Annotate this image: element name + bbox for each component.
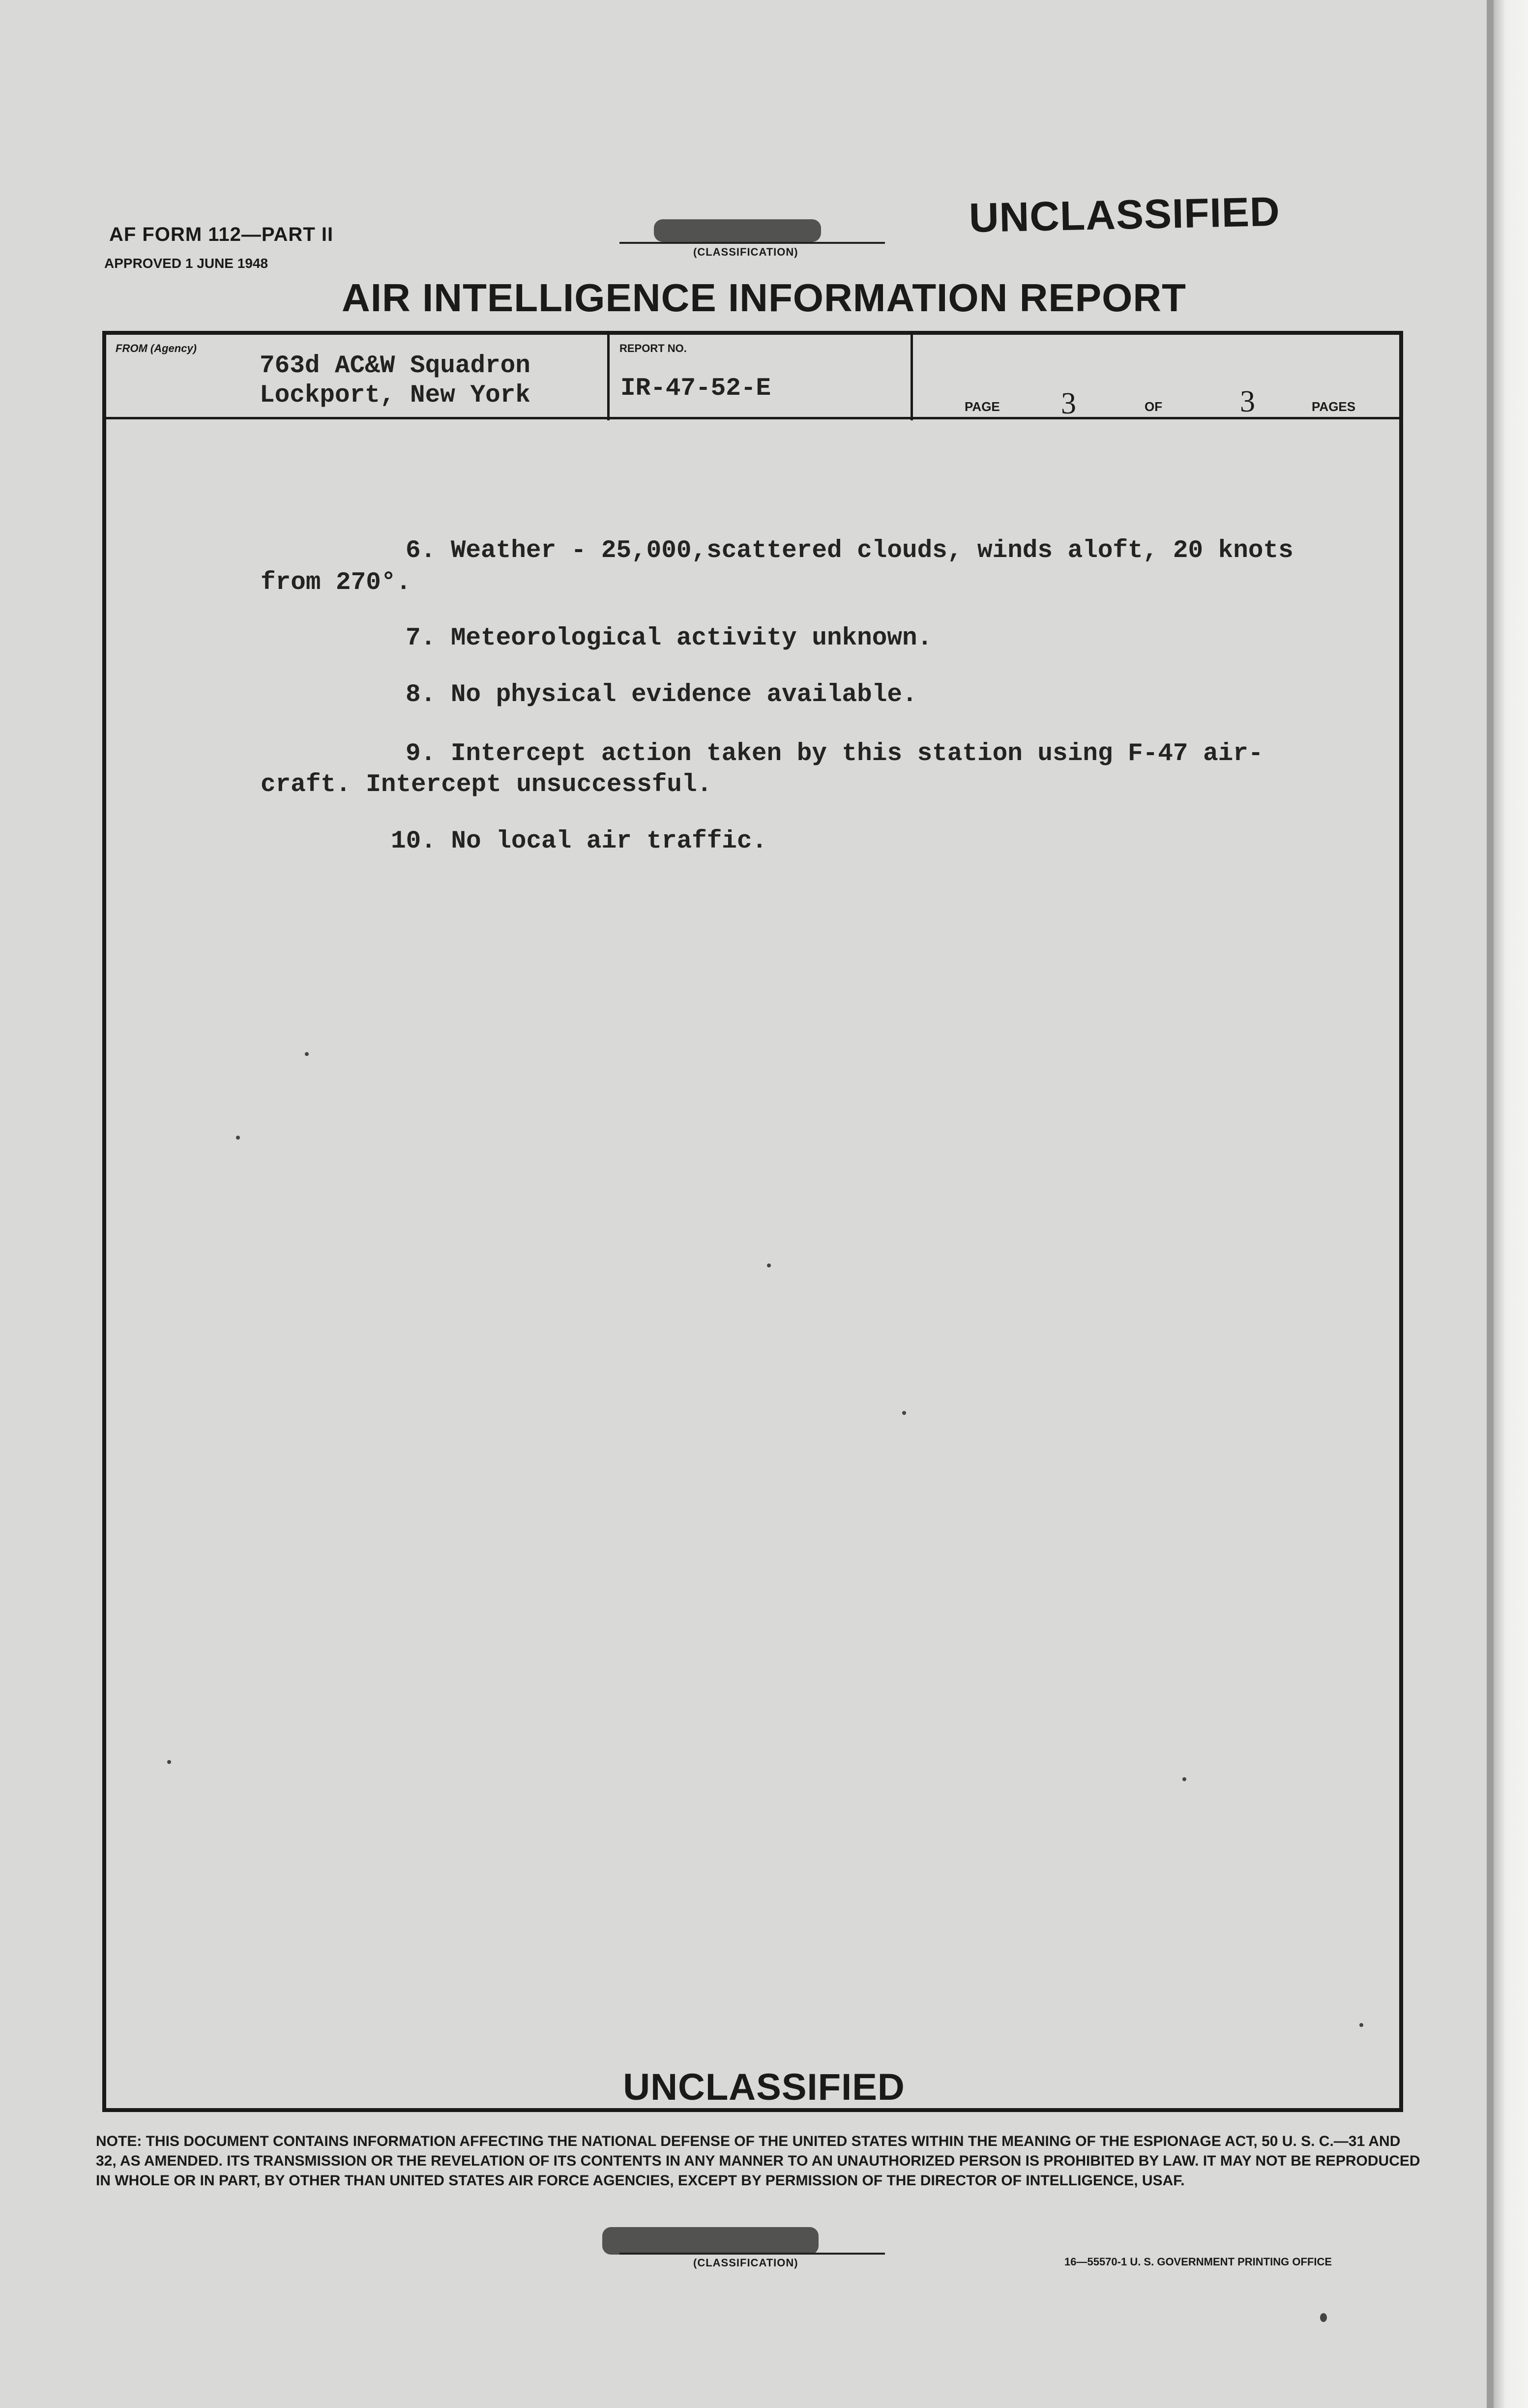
report-no-label: REPORT NO. <box>619 342 687 354</box>
form-approved-date: APPROVED 1 JUNE 1948 <box>104 256 268 271</box>
paragraph-6-line2: from 270°. <box>261 569 411 597</box>
from-agency-line2: Lockport, New York <box>260 382 530 410</box>
scan-speck <box>902 1411 906 1415</box>
classification-line-top <box>619 242 885 244</box>
scan-speck <box>767 1263 771 1267</box>
page-label: PAGE <box>965 399 1000 414</box>
page-total: 3 <box>1240 385 1255 418</box>
from-agency-line1: 763d AC&W Squadron <box>260 352 530 380</box>
redacted-classification-top <box>654 219 821 242</box>
form-id: AF FORM 112—PART II <box>109 224 334 245</box>
paragraph-6-line1: 6. Weather - 25,000,scattered clouds, winds aloft, 20 knots <box>406 537 1293 565</box>
paragraph-9-line2: craft. Intercept unsuccessful. <box>261 771 712 799</box>
header-divider-1 <box>607 334 610 420</box>
header-separator <box>106 417 1399 419</box>
form-box <box>102 331 1403 2112</box>
report-title: AIR INTELLIGENCE INFORMATION REPORT <box>342 276 1186 320</box>
paragraph-7: 7. Meteorological activity unknown. <box>406 624 933 652</box>
classification-label-top: (CLASSIFICATION) <box>693 246 798 258</box>
unclassified-stamp-bottom: UNCLASSIFIED <box>623 2066 905 2108</box>
paragraph-8: 8. No physical evidence available. <box>406 681 917 709</box>
page-shadow <box>1487 0 1494 2408</box>
scan-speck <box>167 1760 171 1764</box>
unclassified-stamp-top: UNCLASSIFIED <box>969 188 1281 241</box>
classification-label-bottom: (CLASSIFICATION) <box>693 2257 798 2269</box>
paragraph-10: 10. No local air traffic. <box>391 827 767 855</box>
espionage-act-note: NOTE: THIS DOCUMENT CONTAINS INFORMATION AFFECTING THE NATIONAL DEFENSE OF THE UNITED STATES WITHIN THE MEANING OF THE ESPIONAGE ACT, 50 U. S. C.—31 AND 32, AS AMENDED. ITS TRANSMISSION OR THE REVELATION OF ITS CONTENTS IN ANY MANNER TO AN UNAUTHORIZED PERSON IS PROHIBITED BY LAW. IT MAY NOT BE REPRODUCED IN WHOLE OR IN PART, BY OTHER THAN UNITED STATES AIR FORCE AGENCIES, EXCEPT BY PERMISSION OF THE DIRECTOR OF INTELLIGENCE, USAF. <box>96 2133 1420 2189</box>
from-label: FROM (Agency) <box>116 342 197 354</box>
header-divider-2 <box>911 334 913 420</box>
scan-speck <box>236 1136 240 1140</box>
report-number: IR-47-52-E <box>620 375 771 403</box>
pages-label: PAGES <box>1312 399 1356 414</box>
classification-line-bottom <box>619 2253 885 2255</box>
page-edge <box>1494 0 1528 2408</box>
of-label: OF <box>1145 399 1163 414</box>
redacted-classification-bottom <box>602 2227 819 2255</box>
scan-speck <box>305 1052 309 1056</box>
page-current: 3 <box>1061 387 1076 420</box>
scan-speck <box>1182 1777 1186 1781</box>
scan-speck <box>1359 2023 1363 2027</box>
printing-office-line: 16—55570-1 U. S. GOVERNMENT PRINTING OFFICE <box>1064 2256 1332 2268</box>
paragraph-9-line1: 9. Intercept action taken by this station using F-47 air- <box>406 740 1264 768</box>
scan-speck <box>1320 2313 1327 2322</box>
